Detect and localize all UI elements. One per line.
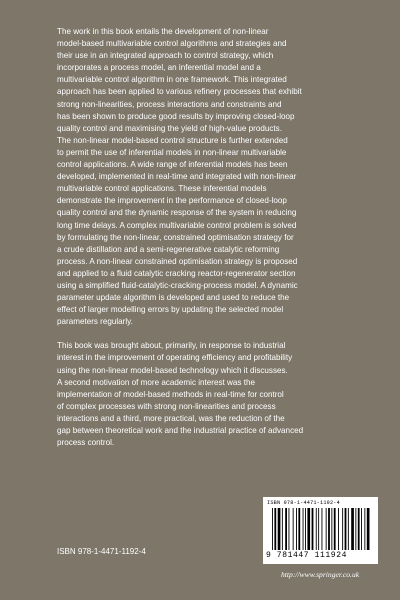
- barcode-isbn-label: ISBN 978-1-4471-1192-4: [267, 500, 340, 506]
- isbn-label: ISBN 978-1-4471-1192-4: [57, 547, 146, 556]
- barcode-bar: [367, 508, 370, 550]
- barcode-bar: [318, 508, 319, 550]
- barcode-bar: [361, 508, 362, 550]
- barcode-bar: [326, 508, 327, 550]
- barcode-bar: [307, 508, 310, 550]
- barcode-bar: [305, 508, 306, 550]
- barcode-bar: [331, 508, 332, 550]
- barcode-bar: [316, 508, 317, 550]
- barcode-bar: [289, 508, 290, 550]
- barcode: [263, 497, 378, 564]
- barcode-bar: [328, 508, 330, 550]
- barcode-bar: [345, 508, 347, 550]
- barcode-bar: [274, 508, 276, 550]
- barcode-bar: [298, 508, 300, 550]
- blurb-paragraph-1: The work in this book entails the development of non-linear model-based multivariable control algorithms and strategies and their use in an integrated approach to control strategy, which incorporates a process model, an inferential model and a multivariable control algorithm in one framework. This integrated approach has been applied to various refinery processes that exhibit strong non-linearities, process interactions and constraints and has been shown to produce good results by improving closed-loop quality control and maximising the yield of high-value products. The non-linear model-based control structure is further extended to permit the use of inferential models in non-linear multivariable control applications. A wide range of inferential models has been developed, implemented in real-time and integrated with non-linear multivariable control applications. These inferential models demonstrate the improvement in the performance of closed-loop quality control and the dynamic response of the system in reducing long time delays. A complex multivariable control problem is solved by formulating the non-linear, constrained optimisation strategy for a crude distillation and a semi-regenerative catalytic reforming process. A non-linear constrained optimisation strategy is proposed and applied to a fluid catalytic cracking reactor-regenerator section using a simplified fluid-catalytic-cracking-process model. A dynamic parameter update algorithm is developed and used to reduce the effect of larger modelling errors by updating the selected model parameters regularly.: [57, 27, 302, 327]
- barcode-bar: [278, 508, 281, 550]
- barcode-bar: [296, 508, 297, 550]
- barcode-bar: [293, 508, 294, 550]
- barcode-bar: [322, 508, 323, 550]
- barcode-bar: [351, 508, 354, 550]
- barcode-bar: [358, 508, 360, 550]
- barcode-bar: [338, 508, 339, 550]
- barcode-bar: [285, 508, 287, 550]
- barcode-bar: [364, 508, 365, 550]
- barcode-bar: [342, 508, 343, 550]
- blurb-paragraph-2: This book was brought about, primarily, in response to industrial interest in the improvement of operating efficiency and profitability using the non-linear model-based technology which it discusses. A second motivation of more academic interest was the implementation of model-based methods in real-time for control of complex processes with strong non-linearities and process interactions and a third, more practical, was the reduction of the gap between theoretical work and the industrial practice of advanced process control.: [57, 341, 304, 448]
- barcode-bar: [303, 508, 304, 550]
- barcode-bar: [355, 508, 356, 550]
- barcode-digits: 9 781447 111924: [266, 551, 348, 560]
- barcode-bars: [272, 508, 370, 550]
- back-cover-blurb: [57, 26, 357, 461]
- barcode-bar: [334, 508, 336, 550]
- publisher-url: http://www.springer.co.uk: [281, 570, 360, 579]
- barcode-bar: [312, 508, 314, 550]
- barcode-bar: [348, 508, 349, 550]
- barcode-bar: [282, 508, 283, 550]
- barcode-bar: [272, 508, 273, 550]
